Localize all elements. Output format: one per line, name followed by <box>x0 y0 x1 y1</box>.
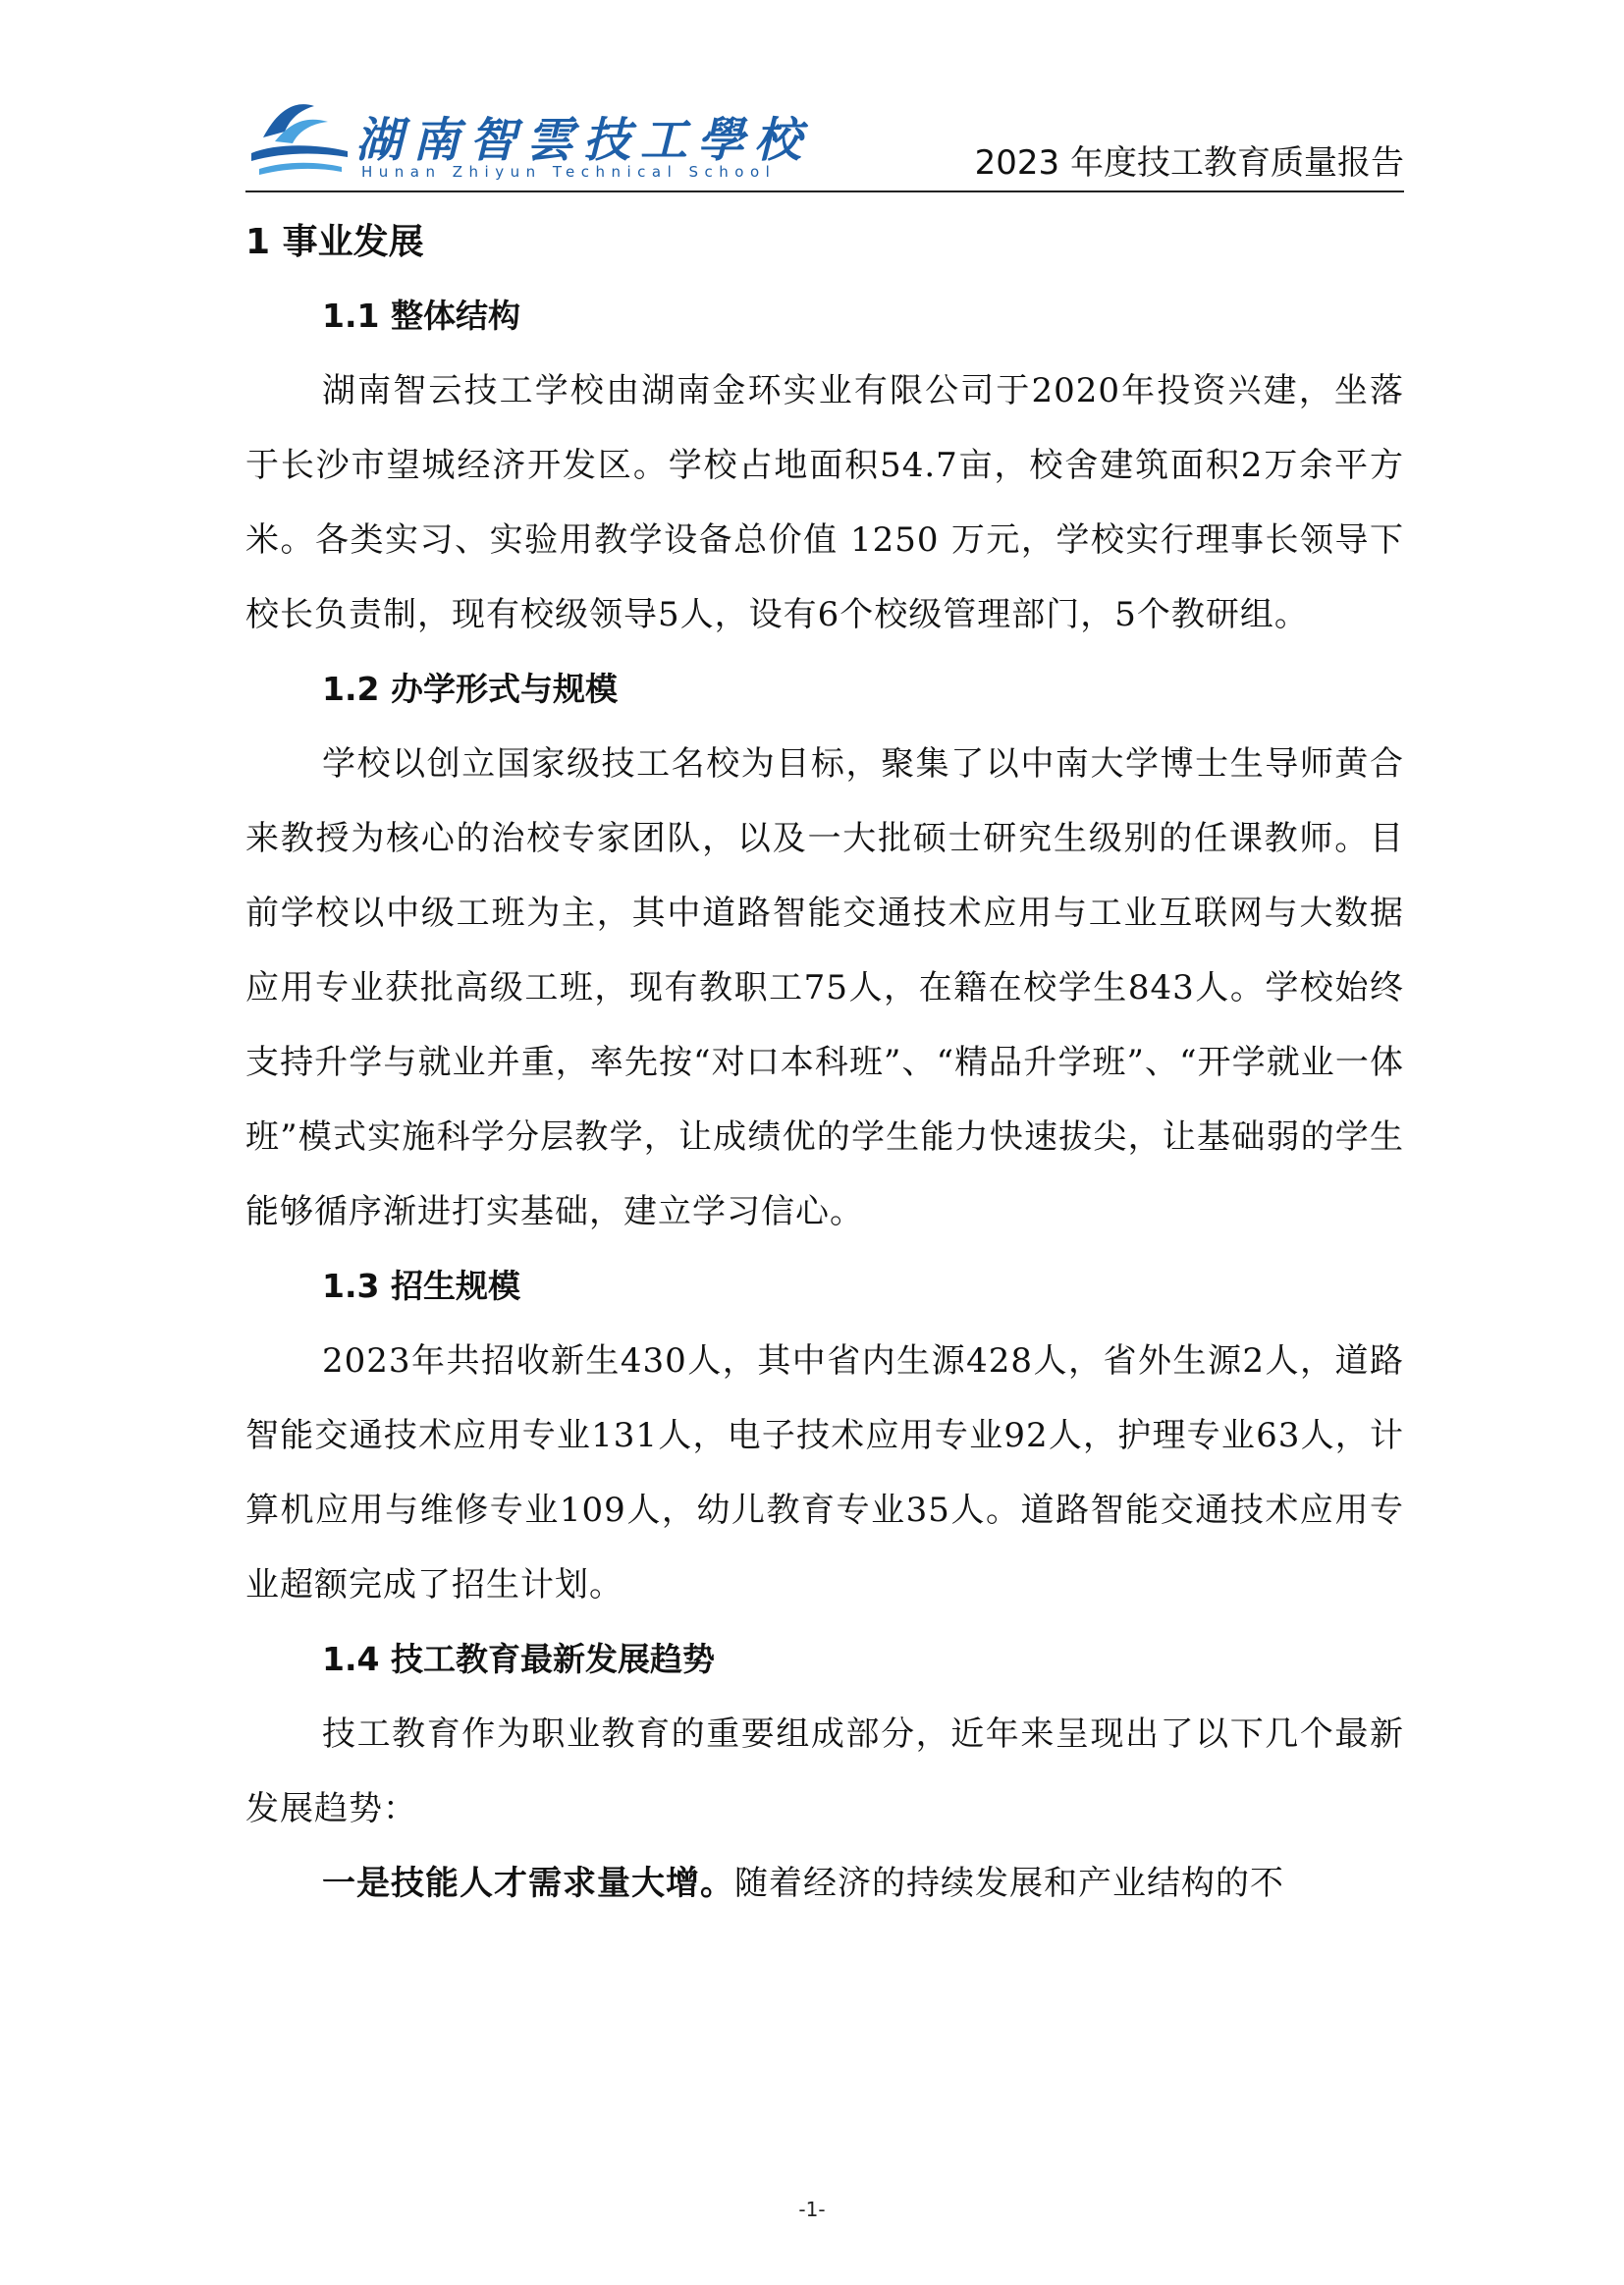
school-logo <box>245 92 812 189</box>
document-body <box>245 206 1404 1921</box>
trend-point-lead: 一是技能人才需求量大增。 <box>322 1864 734 1903</box>
page-header <box>245 86 1404 192</box>
subsection-title: 1.2 办学形式与规模 <box>322 670 618 708</box>
trend-point-paragraph <box>245 1846 1404 1921</box>
report-title: 2023 年度技工教育质量报告 <box>974 143 1404 183</box>
body-paragraph: 技工教育作为职业教育的重要组成部分，近年来呈现出了以下几个最新发展趋势： <box>245 1714 1404 1828</box>
logo-chinese-name: 湖南智雲技工學校 <box>355 113 812 168</box>
trend-point-text: 随着经济的持续发展和产业结构的不 <box>734 1864 1284 1903</box>
body-paragraph: 2023年共招收新生430人，其中省内生源428人，省外生源2人，道路智能交通技术应用专业131人，电子技术应用专业92人，护理专业63人，计算机应用与维修专业109人，幼儿教育专业35人。道路智能交通技术应用专业超额完成了招生计划。 <box>245 1341 1404 1605</box>
school-emblem-icon <box>245 92 353 189</box>
subsection-title: 1.1 整体结构 <box>322 297 520 335</box>
subsection-title: 1.3 招生规模 <box>322 1267 520 1305</box>
body-paragraph: 学校以创立国家级技工名校为目标，聚集了以中南大学博士生导师黄合来教授为核心的治校专家团队，以及一大批硕士研究生级别的任课教师。目前学校以中级工班为主，其中道路智能交通技术应用与工业互联网与大数据应用专业获批高级工班，现有教职工75人，在籍在校学生843人。学校始终支持升学与就业并重，率先按“对口本科班”、“精品升学班”、“开学就业一体班”模式实施科学分层教学，让成绩优的学生能力快速拔尖，让基础弱的学生能够循序渐进打实基础，建立学习信心。 <box>245 744 1404 1231</box>
logo-english-name: Hunan Zhiyun Technical School <box>361 163 777 181</box>
page-number: -1- <box>798 2198 826 2221</box>
body-paragraph: 湖南智云技工学校由湖南金环实业有限公司于2020年投资兴建，坐落于长沙市望城经济开发区。学校占地面积54.7亩，校舍建筑面积2万余平方米。各类实习、实验用教学设备总价值 1250 万元，学校实行理事长领导下校长负责制，现有校级领导5人，设有6个校级管理部门，5个教研组。 <box>245 371 1404 634</box>
section-title: 1 事业发展 <box>245 222 424 262</box>
subsection-title: 1.4 技工教育最新发展趋势 <box>322 1640 715 1678</box>
